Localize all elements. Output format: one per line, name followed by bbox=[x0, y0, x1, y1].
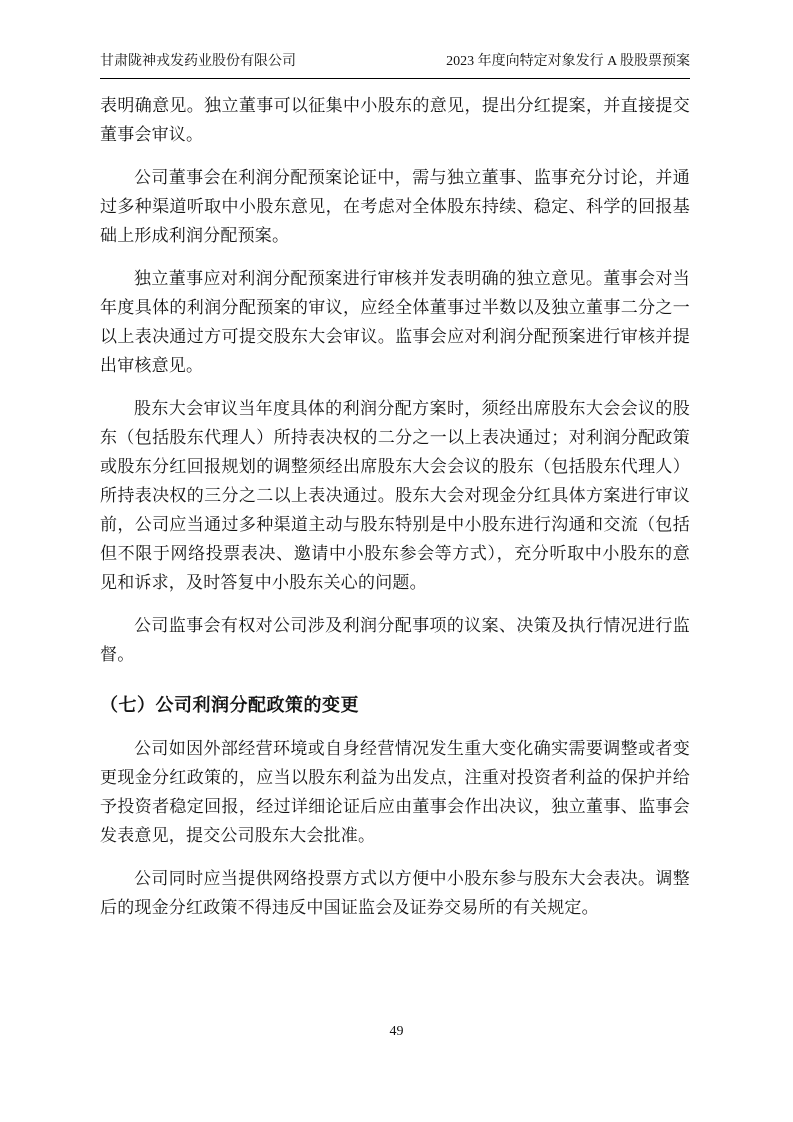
page-header bbox=[100, 53, 690, 79]
document-body bbox=[100, 91, 690, 922]
paragraph-continuation: 表明确意见。独立董事可以征集中小股东的意见，提出分红提案，并直接提交董事会审议。 bbox=[100, 96, 690, 144]
page-content-area bbox=[100, 53, 690, 936]
paragraph-independent-directors-review: 独立董事应对利润分配预案进行审核并发表明确的独立意见。董事会对当年度具体的利润分配预案的审议，应经全体董事过半数以及独立董事二分之一以上表决通过方可提交股东大会审议。监事会应对利润分配预案进行审核并提出审核意见。 bbox=[100, 269, 690, 375]
paragraph-board-discussion: 公司董事会在利润分配预案论证中，需与独立董事、监事充分讨论，并通过多种渠道听取中小股东意见，在考虑对全体股东持续、稳定、科学的回报基础上形成利润分配预案。 bbox=[100, 168, 690, 245]
paragraph-policy-change-conditions: 公司如因外部经营环境或自身经营情况发生重大变化确实需要调整或者变更现金分红政策的，应当以股东利益为出发点，注重对投资者利益的保护并给予投资者稳定回报，经过详细论证后应由董事会作出决议，独立董事、监事会发表意见，提交公司股东大会批准。 bbox=[100, 739, 690, 845]
page-number: 49 bbox=[389, 1024, 404, 1039]
section-heading-profit-distribution-policy-change: （七）公司利润分配政策的变更 bbox=[100, 695, 359, 715]
page-footer bbox=[0, 1023, 793, 1041]
header-company-name: 甘肃陇神戎发药业股份有限公司 bbox=[100, 54, 296, 69]
header-document-title: 2023 年度向特定对象发行 A 股股票预案 bbox=[446, 54, 690, 69]
paragraph-shareholders-meeting-voting: 股东大会审议当年度具体的利润分配方案时，须经出席股东大会会议的股东（包括股东代理人）所持表决权的二分之一以上表决通过；对利润分配政策或股东分红回报规划的调整须经出席股东大会会议的股东（包括股东代理人）所持表决权的三分之二以上表决通过。股东大会对现金分红具体方案进行审议前，公司应当通过多种渠道主动与股东特别是中小股东进行沟通和交流（包括但不限于网络投票表决、邀请中小股东参会等方式），充分听取中小股东的意见和诉求，及时答复中小股东关心的问题。 bbox=[100, 399, 690, 592]
paragraph-online-voting: 公司同时应当提供网络投票方式以方便中小股东参与股东大会表决。调整后的现金分红政策不得违反中国证监会及证券交易所的有关规定。 bbox=[100, 869, 690, 917]
paragraph-supervisory-board: 公司监事会有权对公司涉及利润分配事项的议案、决策及执行情况进行监督。 bbox=[100, 616, 690, 664]
